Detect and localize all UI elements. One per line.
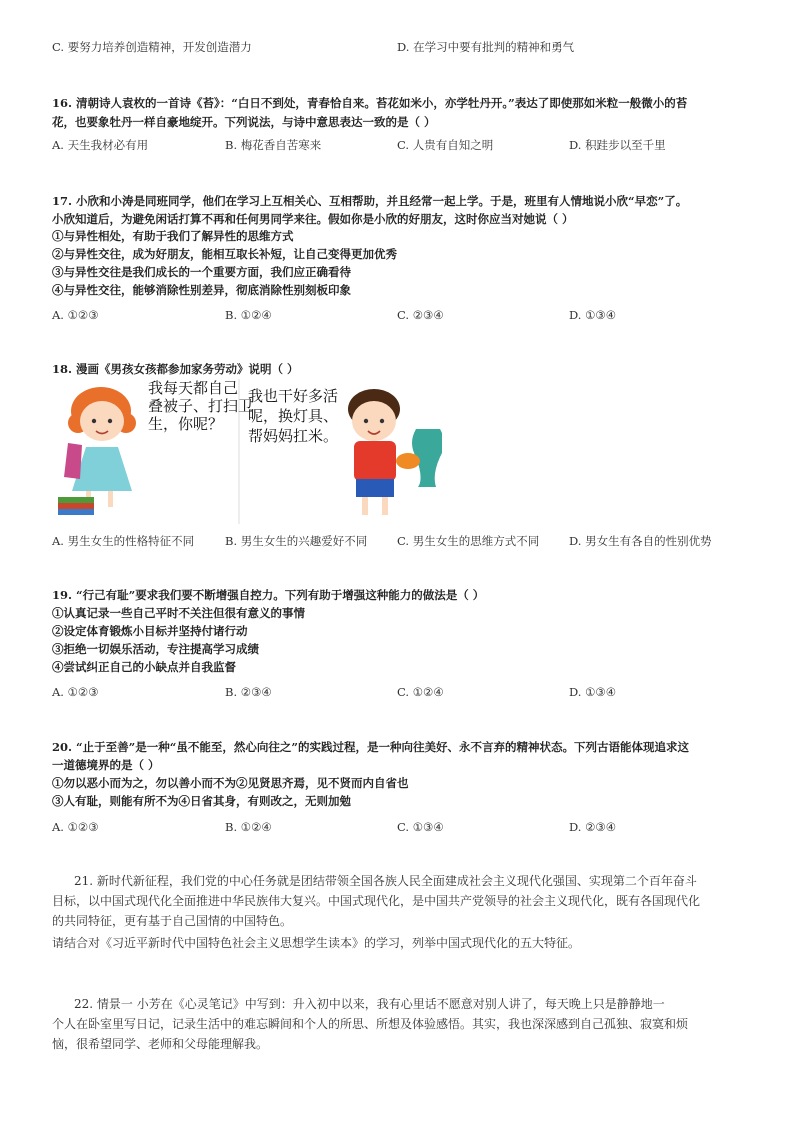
q18-option-c: C. 男生女生的思维方式不同 <box>397 534 540 548</box>
q17-item-2: ②与异性交往，成为好朋友，能相互取长补短，让自己变得更加优秀 <box>52 247 397 261</box>
q19-option-c: C. ①②④ <box>397 685 444 699</box>
q20-option-d: D. ②③④ <box>569 820 617 834</box>
girl-speech-line1: 我每天都自己 <box>148 379 239 397</box>
q17-option-c: C. ②③④ <box>397 308 444 322</box>
q19-option-a: A. ①②③ <box>52 685 99 699</box>
q17-option-a: A. ①②③ <box>52 308 99 322</box>
q18-option-d: D. 男女生有各自的性别优势 <box>569 534 712 548</box>
q20-option-b: B. ①②④ <box>225 820 272 834</box>
q22-line2: 个人在卧室里写日记，记录生活中的难忘瞬间和个人的所思、所想及体验感悟。其实，我也深深感到自己孤独、寂寞和烦 <box>52 1017 689 1031</box>
q17-option-b: B. ①②④ <box>225 308 272 322</box>
q16-option-a: A. 天生我材必有用 <box>52 138 149 152</box>
q16-line1: 16. 清朝诗人袁枚的一首诗《苔》：“白日不到处，青春恰自来。苔花如米小，亦学牡丹开。”表达了即使那如米粒一般微小的苔 <box>52 96 688 110</box>
q20-option-a: A. ①②③ <box>52 820 99 834</box>
q21-line2: 目标，以中国式现代化全面推进中华民族伟大复兴。中国式现代化，是中国共产党领导的社会主义现代化，既有各国现代化 <box>52 894 701 908</box>
girl-speech-line2: 叠被子、打扫卫 <box>148 397 254 415</box>
q19-item-1: ①认真记录一些自己平时不关注但很有意义的事情 <box>52 606 305 620</box>
q19-line1: 19. “行己有耻”要求我们要不断增强自控力。下列有助于增强这种能力的做法是（ ） <box>52 588 485 602</box>
q22-line3: 恼，很希望同学、老师和父母能理解我。 <box>52 1037 269 1051</box>
q22-paragraph <box>52 994 752 1054</box>
q18-line1: 18. 漫画《男孩女孩都参加家务劳动》说明（ ） <box>52 362 299 376</box>
q19-option-b: B. ②③④ <box>225 685 272 699</box>
q19-item-4: ④尝试纠正自己的小缺点并自我监督 <box>52 660 236 674</box>
q16-option-d: D. 积跬步以至千里 <box>569 138 666 152</box>
q19-option-d: D. ①③④ <box>569 685 617 699</box>
q16-option-c: C. 人贵有自知之明 <box>397 138 494 152</box>
q17-item-3: ③与异性交往是我们成长的一个重要方面，我们应正确看待 <box>52 265 351 279</box>
q20-option-c: C. ①③④ <box>397 820 444 834</box>
q22-line1: 22. 情景一 小芳在《心灵笔记》中写到：升入初中以来，我有心里话不愿意对别人讲了，每天晚上只是静静地一 <box>74 997 665 1011</box>
q16-line2: 花，也要象牡丹一样自豪地绽开。下列说法，与诗中意思表达一致的是（ ） <box>52 115 436 129</box>
q20-item-1: ①勿以恶小而为之，勿以善小而不为②见贤思齐焉，见不贤而内自省也 <box>52 776 409 790</box>
girl-speech-line3: 生，你呢？ <box>148 415 224 433</box>
q17-item-1: ①与异性相处，有助于我们了解异性的思维方式 <box>52 229 294 243</box>
q18-option-a: A. 男生女生的性格特征不同 <box>52 534 195 548</box>
q20-line1: 20. “止于至善”是一种“虽不能至，然心向往之”的实践过程，是一种向往美好、永不言弃的精神状态。下列古语能体现追求这 <box>52 740 689 754</box>
q19-item-3: ③拒绝一切娱乐活动，专注提高学习成绩 <box>52 642 259 656</box>
q21-line3: 的共同特征，更有基于自己国情的中国特色。 <box>52 914 293 928</box>
q21-line1: 21. 新时代新征程，我们党的中心任务就是团结带领全国各族人民全面建成社会主义现代化强国、实现第二个百年奋斗 <box>74 874 697 888</box>
q19-item-2: ②设定体育锻炼小目标并坚持付诸行动 <box>52 624 248 638</box>
boy-speech-line3: 帮妈妈扛米。 <box>248 427 339 445</box>
q20-line2: 一道德境界的是（ ） <box>52 758 160 772</box>
q16-option-b: B. 梅花香自苦寒来 <box>225 138 322 152</box>
q17-line1: 17. 小欣和小涛是同班同学，他们在学习上互相关心、互相帮助，并且经常一起上学。于是，班里有人情地说小欣“早恋”了。 <box>52 194 688 208</box>
top-option-c: C. 要努力培养创造精神，开发创造潜力 <box>52 40 252 54</box>
q18-option-b: B. 男生女生的兴趣爱好不同 <box>225 534 368 548</box>
q17-item-4: ④与异性交往，能够消除性别差异，彻底消除性别刻板印象 <box>52 283 351 297</box>
boy-speech-line2: 呢，换灯具、 <box>248 407 339 425</box>
q21-ask: 请结合对《习近平新时代中国特色社会主义思想学生读本》的学习，列举中国式现代化的五大特征。 <box>52 936 581 950</box>
q17-option-d: D. ①③④ <box>569 308 617 322</box>
q21-paragraph <box>52 871 752 931</box>
boy-speech-line1: 我也干好多活 <box>248 387 339 405</box>
q20-item-2: ③人有耻，则能有所不为④日省其身，有则改之，无则加勉 <box>52 794 351 808</box>
top-option-d: D. 在学习中要有批判的精神和勇气 <box>397 40 575 54</box>
q17-line2: 小欣知道后，为避免闲话打算不再和任何男同学来往。假如你是小欣的好朋友，这时你应当对她说（ ） <box>52 212 574 226</box>
